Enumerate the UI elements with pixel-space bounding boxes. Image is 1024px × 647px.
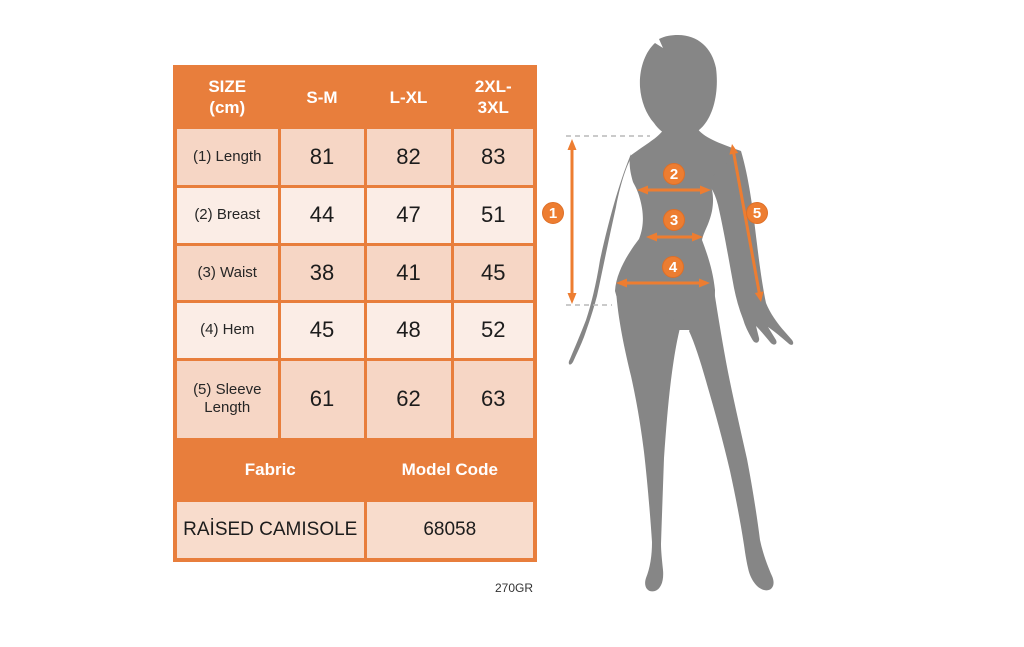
- arrowhead-1-top: [568, 139, 577, 150]
- fabric-value: RAİSED CAMISOLE: [175, 500, 365, 560]
- column-header-lxl: L-XL: [365, 67, 452, 127]
- cell-hem-lxl: 48: [365, 301, 452, 359]
- column-header-2xl3xl: 2XL-3XL: [452, 67, 535, 127]
- measure-badge-3: [664, 210, 685, 231]
- arrowhead-5-top: [729, 144, 738, 155]
- badge-3-number: 3: [669, 212, 679, 229]
- cell-breast-2xl3xl: 51: [452, 186, 535, 244]
- badge-2-number: 2: [669, 166, 679, 183]
- cell-waist-sm: 38: [279, 244, 365, 301]
- cell-sleeve-lxl: 62: [365, 359, 452, 439]
- measure-badge-5: [747, 203, 768, 224]
- model-code-header: Model Code: [365, 439, 535, 500]
- cell-length-sm: 81: [279, 127, 365, 186]
- cell-sleeve-2xl3xl: 63: [452, 359, 535, 439]
- measure-badge-4: [663, 257, 684, 278]
- row-label-sleeve-length: (5) Sleeve Length: [175, 359, 279, 439]
- badge-1-number: 1: [548, 205, 558, 222]
- cell-breast-lxl: 47: [365, 186, 452, 244]
- cell-breast-sm: 44: [279, 186, 365, 244]
- cell-length-2xl3xl: 83: [452, 127, 535, 186]
- row-label-hem: (4) Hem: [175, 301, 279, 359]
- cell-waist-2xl3xl: 45: [452, 244, 535, 301]
- measure-badge-2: [664, 164, 685, 185]
- silhouette-left-leg: [616, 290, 680, 591]
- row-label-waist: (3) Waist: [175, 244, 279, 301]
- cell-length-lxl: 82: [365, 127, 452, 186]
- size-unit-line1: SIZE: [208, 77, 247, 96]
- arrowhead-1-bottom: [568, 293, 577, 304]
- silhouette-right-leg: [689, 290, 774, 590]
- row-label-breast: (2) Breast: [175, 186, 279, 244]
- cell-hem-sm: 45: [279, 301, 365, 359]
- cell-waist-lxl: 41: [365, 244, 452, 301]
- cell-sleeve-sm: 61: [279, 359, 365, 439]
- column-header-sm: S-M: [279, 67, 365, 127]
- weight-note: 270GR: [494, 581, 533, 595]
- model-code-value: 68058: [365, 500, 535, 560]
- row-label-length: (1) Length: [175, 127, 279, 186]
- size-unit-line2: (cm): [209, 98, 246, 118]
- badge-5-number: 5: [752, 205, 762, 222]
- measure-badge-1: [543, 203, 564, 224]
- cell-hem-2xl3xl: 52: [452, 301, 535, 359]
- badge-4-number: 4: [668, 259, 678, 276]
- fabric-header: Fabric: [175, 439, 365, 500]
